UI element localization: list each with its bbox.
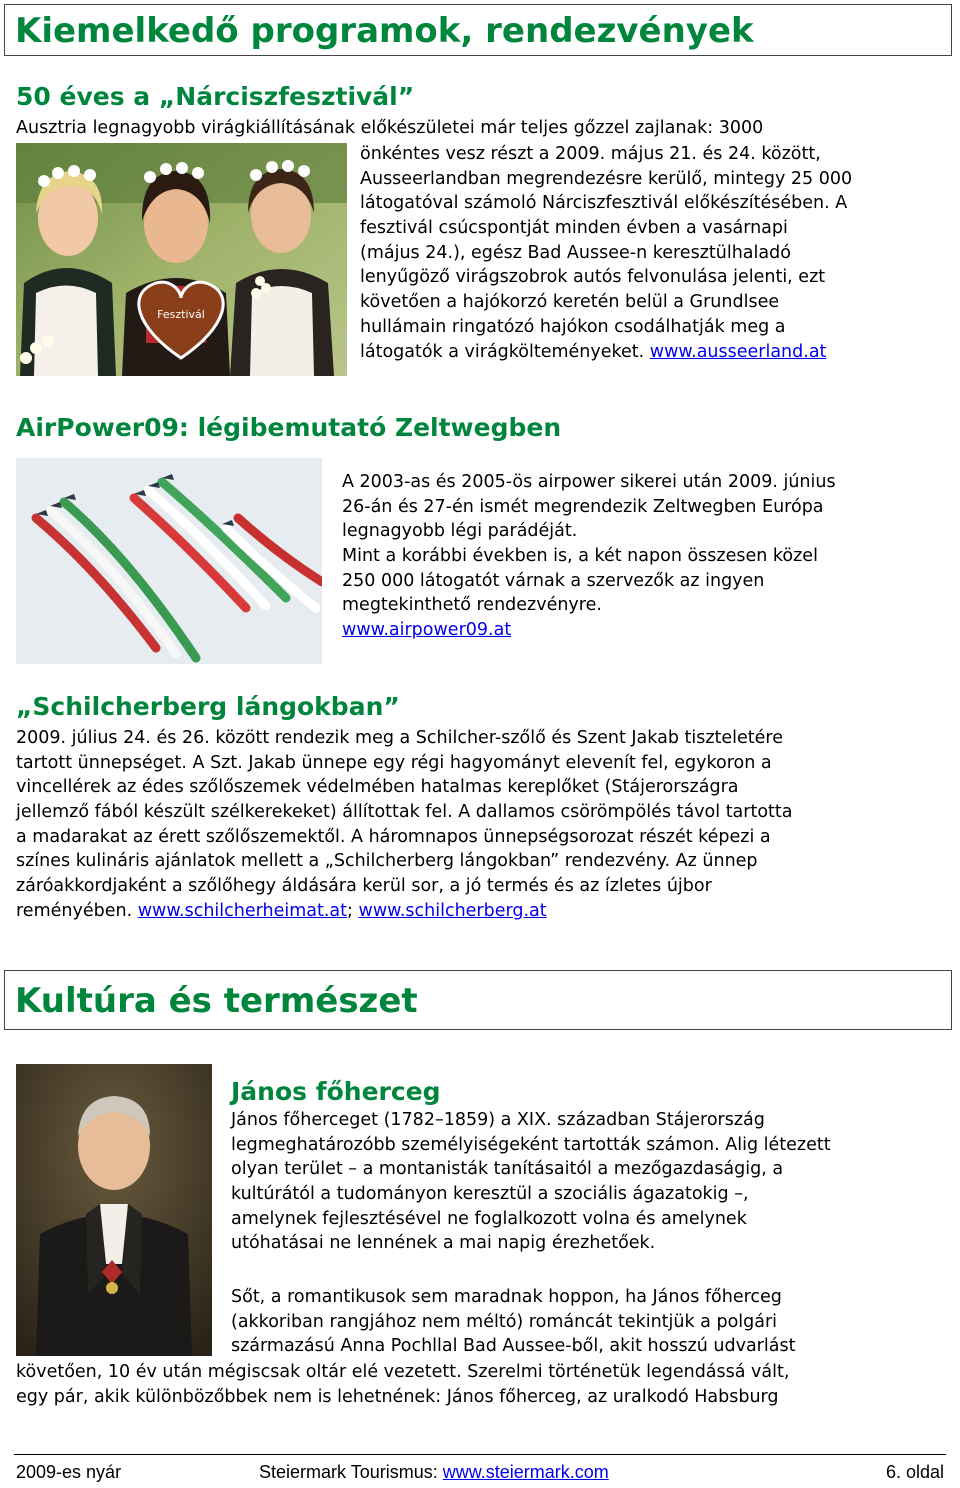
- section-heading-culture: Kultúra és természet: [4, 970, 952, 1030]
- section-heading-programs: Kiemelkedő programok, rendezvények: [4, 4, 952, 56]
- schilcher-title: „Schilcherberg lángokban”: [16, 692, 400, 721]
- janos-body-3: követően, 10 év után mégiscsak oltár elé vezetett. Szerelmi történetük legendássá vált, egy pár, akik különbözőbbek nem is lehetnének: János főherceg, az uralkodó Habsburg: [16, 1362, 790, 1407]
- airpower-title: AirPower09: légibemutató Zeltwegben: [16, 413, 562, 442]
- footer-org: Steiermark Tourismus: www.steiermark.com: [259, 1462, 609, 1482]
- footer-season: 2009-es nyár: [16, 1462, 122, 1482]
- schilcherheimat-link[interactable]: www.schilcherheimat.at: [137, 900, 348, 921]
- airpower-jets-photo: [16, 458, 322, 664]
- janos-body-1: János főherceget (1782–1859) a XIX. században Stájerország legmeghatározóbb személyiségeként tartották számon. Alig létezett olyan terület – a montanisták tanításaitól a mezőgazdaságig, a kultúrától a tudományon keresztül a szociális ágazatokig –, amelynek fejlesztésével ne foglalkozott volna és amelynek utóhatásai ne lennének a mai napig érezhetőek.: [231, 1110, 831, 1254]
- janos-title: János főherceg: [231, 1077, 441, 1106]
- airpower-link[interactable]: www.airpower09.at: [342, 620, 512, 641]
- footer-page-number: 6. oldal: [885, 1462, 944, 1482]
- narcis-title: 50 éves a „Nárciszfesztivál”: [16, 82, 415, 111]
- steiermark-link[interactable]: www.steiermark.com: [442, 1462, 609, 1482]
- narcis-queens-photo: [16, 143, 347, 376]
- ausseerland-link[interactable]: www.ausseerland.at: [649, 341, 827, 362]
- airpower-body: A 2003-as és 2005-ös airpower sikerei után 2009. június 26-án és 27-én ismét megrendezik Zeltwegben Európa legnagyobb légi parádéját. Mint a korábbi években is, a két napon összesen közel 250 000 látogatót várnak a szervezők az ingyen megtekinthető rendezvényre. www.airpower09.at: [342, 472, 836, 641]
- heart-text: Fesztivál: [157, 308, 205, 321]
- janos-portrait-photo: [16, 1064, 212, 1356]
- narcis-first-line: Ausztria legnagyobb virágkiállításának előkészületei már teljes gőzzel zajlanak: 3000: [16, 118, 764, 138]
- narcis-body: önkéntes vesz részt a 2009. május 21. és 24. között, Ausseerlandban megrendezésre kerülő, mintegy 25 000 látogatóval számoló Nárciszfesztivál előkészítésében. A fesztivál csúcspontját minden évben a vasárnapi (május 24.), egész Bad Aussee-n keresztülhaladó lenyűgöző virágszobrok autós felvonulása jelenti, ezt követően a hajókorzó keretén belül a Grundlsee hullámain ringatózó hajókon csodálhatják meg a látogatók a virágkölteményeket. www.ausseerland.at: [360, 144, 853, 362]
- footer-divider: [14, 1454, 946, 1455]
- janos-body-2: Sőt, a romantikusok sem maradnak hoppon, ha János főherceg (akkoriban rangjához nem méltó) románcát tekintjük a polgári származású Anna Pochllal Bad Aussee-ből, akit hosszú udvarlást: [231, 1287, 796, 1357]
- schilcherberg-link[interactable]: www.schilcherberg.at: [358, 900, 547, 921]
- schilcher-body: 2009. július 24. és 26. között rendezik meg a Schilcher-szőlő és Szent Jakab tiszteletére tartott ünnepséget. A Szt. Jakab ünnepe egy régi hagyományt elevenít fel, egykoron a vincellérek az édes szőlőszemek védelmében hatalmas kereplőket (Stájerországra jellemző fából készült szélkerekeket) állítottak fel. A dallamos csörömpölés távol tartotta a madarakat az érett szőlőszemektől. A háromnapos ünnepségsorozat részét képezi a színes kulináris ajánlatok mellett a „Schilcherberg lángokban” rendezvény. Az ünnep záróakkordjaként a szőlőhegy áldására kerül sor, a jó termés és az ízletes újbor reményében. www.schilcherheimat.at; www.schilcherberg.at: [16, 728, 793, 921]
